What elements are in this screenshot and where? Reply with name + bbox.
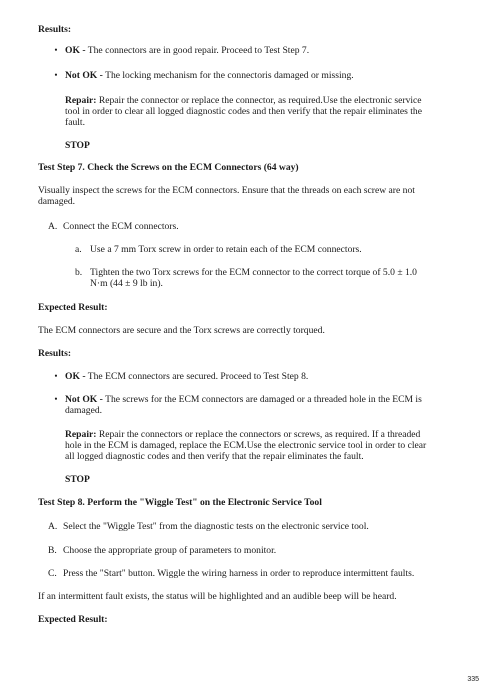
bullet-icon: • bbox=[54, 371, 58, 381]
item-letter: C. bbox=[48, 568, 57, 579]
test-step-7-heading: Test Step 7. Check the Screws on the ECM Connectors (64 way) bbox=[38, 162, 299, 173]
page-number: 335 bbox=[467, 676, 479, 683]
bullet-icon: • bbox=[54, 70, 58, 80]
results-heading: Results: bbox=[38, 24, 72, 35]
ok-result: OK - The ECM connectors are secured. Proceed to Test Step 8. bbox=[65, 371, 309, 382]
expected-result-text: The ECM connectors are secure and the Torx screws are correctly torqued. bbox=[38, 325, 325, 336]
item-letter: B. bbox=[48, 545, 57, 556]
ok-result: OK - The connectors are in good repair. Proceed to Test Step 7. bbox=[65, 45, 310, 56]
repair-text-line: tool in order to clear all logged diagnostic codes and then verify that the repair eliminates the bbox=[65, 106, 422, 117]
repair-text-line: hole in the ECM is damaged, replace the ECM.Use the electronic service tool in order to clear bbox=[65, 440, 427, 451]
bullet-icon: • bbox=[54, 394, 58, 404]
bullet-icon: • bbox=[54, 45, 58, 55]
intermittent-fault-text: If an intermittent fault exists, the status will be highlighted and an audible beep will be heard. bbox=[38, 591, 397, 602]
step-7-sub-item-b-line: N·m (44 ± 9 lb in). bbox=[90, 278, 163, 289]
not-ok-result: Not OK - The screws for the ECM connectors are damaged or a threaded hole in the ECM is bbox=[65, 394, 422, 405]
step-7-intro-line: damaged. bbox=[38, 196, 76, 207]
step-7-sub-item-a: Use a 7 mm Torx screw in order to retain each of the ECM connectors. bbox=[90, 244, 362, 255]
repair-text-line: all logged diagnostic codes and then verify that the repair eliminates the fault. bbox=[65, 451, 364, 462]
stop-label: STOP bbox=[65, 140, 90, 151]
repair-text: Repair: Repair the connectors or replace the connectors or screws, as required. If a threaded bbox=[65, 429, 421, 440]
stop-label: STOP bbox=[65, 474, 90, 485]
results-heading: Results: bbox=[38, 348, 72, 359]
not-ok-result-line: damaged. bbox=[65, 405, 103, 416]
sub-item-letter: a. bbox=[75, 244, 82, 255]
repair-text: Repair: Repair the connector or replace the connector, as required.Use the electronic service bbox=[65, 95, 422, 106]
not-ok-result: Not OK - The locking mechanism for the connectoris damaged or missing. bbox=[65, 70, 354, 81]
item-letter: A. bbox=[48, 221, 58, 232]
expected-result-heading: Expected Result: bbox=[38, 302, 108, 313]
sub-item-letter: b. bbox=[75, 267, 83, 278]
step-7-item-a: Connect the ECM connectors. bbox=[63, 221, 179, 232]
step-8-item-c: Press the "Start" button. Wiggle the wiring harness in order to reproduce intermittent faults. bbox=[63, 568, 415, 579]
step-7-sub-item-b: Tighten the two Torx screws for the ECM connector to the correct torque of 5.0 ± 1.0 bbox=[90, 267, 417, 278]
item-letter: A. bbox=[48, 521, 58, 532]
expected-result-heading: Expected Result: bbox=[38, 614, 108, 625]
step-7-intro: Visually inspect the screws for the ECM connectors. Ensure that the threads on each screw are not bbox=[38, 185, 415, 196]
step-8-item-b: Choose the appropriate group of parameters to monitor. bbox=[63, 545, 277, 556]
step-8-item-a: Select the "Wiggle Test" from the diagnostic tests on the electronic service tool. bbox=[63, 521, 369, 532]
test-step-8-heading: Test Step 8. Perform the "Wiggle Test" on the Electronic Service Tool bbox=[38, 497, 322, 508]
repair-text-line: fault. bbox=[65, 117, 85, 128]
